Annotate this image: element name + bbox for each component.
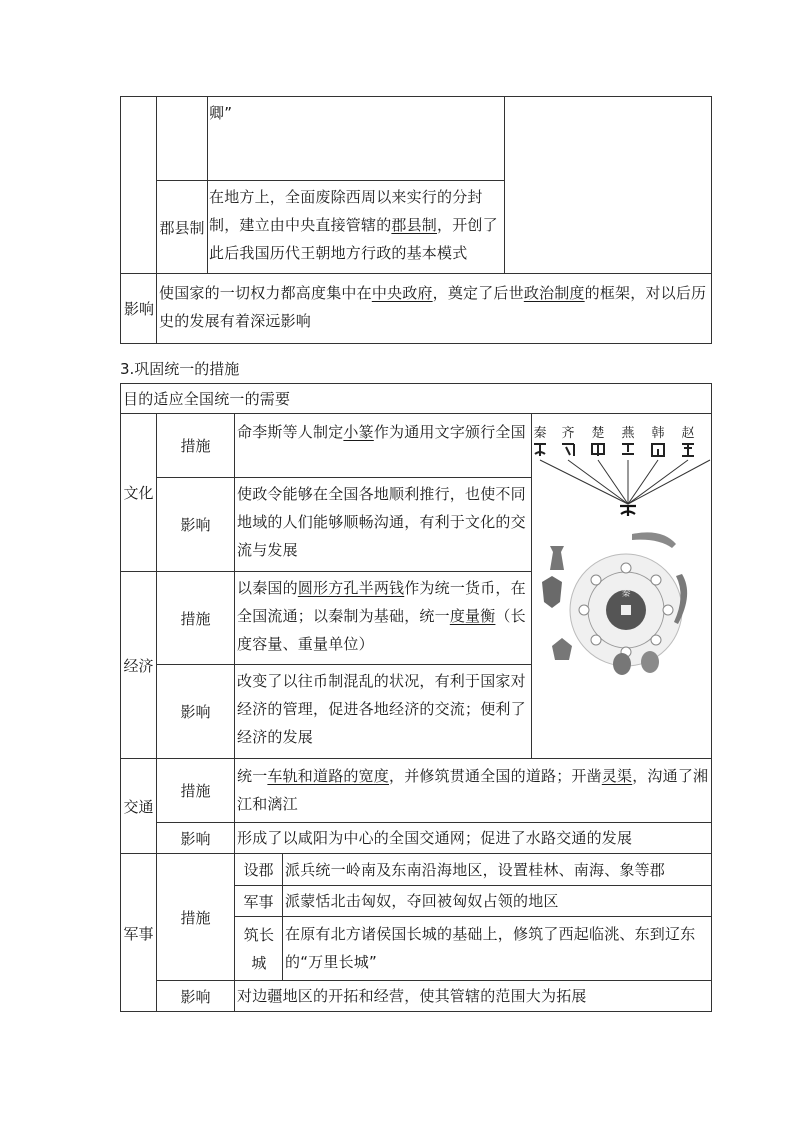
text-run: 改变了以往币制混乱的状况，有利于国家对经济的管理，促进各地经济的交流；便利了经济的发展	[237, 672, 526, 746]
economy-impact	[237, 667, 529, 751]
underlined-term: 政治制度	[523, 284, 585, 302]
top-row2-label: 郡县制	[159, 218, 205, 237]
state-label: 韩	[651, 426, 665, 441]
ancient-glyphs	[534, 444, 694, 456]
economy-label: 经济	[123, 656, 154, 675]
underlined-term: 小篆	[343, 423, 374, 441]
divider	[156, 273, 157, 344]
text-run: （长度容量、重量单位）	[237, 607, 526, 653]
culture-measure-label: 措施	[180, 437, 211, 455]
purpose-row: 目的适应全国统一的需要	[123, 390, 291, 408]
economy-measure-label: 措施	[180, 609, 211, 628]
text-run: ，并修筑贯通全国的道路；开凿	[389, 767, 602, 785]
culture-label: 文化	[123, 484, 154, 502]
state-label: 秦	[533, 426, 547, 441]
transport-measure	[237, 762, 709, 818]
top-row3-label: 影响	[123, 300, 154, 318]
military-sub-label-2: 筑长城	[243, 926, 275, 972]
culture-impact	[237, 480, 529, 564]
text-run: ，奠定了后世	[432, 284, 524, 302]
transport-impact	[237, 824, 709, 852]
divider	[156, 180, 505, 181]
underlined-term: 郡县制	[391, 216, 438, 234]
culture-impact-label: 影响	[180, 516, 211, 534]
section-heading: 3.巩固统一的措施	[120, 360, 240, 378]
economy-measure	[237, 574, 529, 658]
military-impact-label: 影响	[180, 988, 211, 1006]
top-row1-content: 卿”	[209, 104, 233, 122]
text-run: ，沟通了湘江和漓江	[237, 767, 709, 813]
military-measure-label: 措施	[180, 908, 211, 927]
military-sub-label-0: 设郡	[243, 861, 274, 879]
text-run: 使国家的一切权力都高度集中在	[159, 284, 372, 302]
military-sub-text-0: 派兵统一岭南及东南沿海地区，设置桂林、南海、象等郡	[285, 861, 666, 879]
transport-label: 交通	[123, 797, 154, 816]
top-row3-content	[159, 279, 709, 335]
svg-text:秦: 秦	[621, 589, 631, 599]
underlined-term: 圆形方孔半两钱	[297, 579, 405, 597]
economy-impact-label: 影响	[180, 703, 211, 721]
divider	[504, 96, 505, 273]
culture-measure	[237, 418, 529, 446]
text-run: 使政令能够在全国各地顺利推行，也使不同地域的人们能够顺畅沟通，有利于文化的交流与发展	[237, 485, 526, 559]
text-run: 在地方上，全面废除西周以来实行的分封制，建立由中央直接管辖的	[209, 188, 483, 234]
text-run: 作为通用文字颁行全国	[373, 423, 526, 441]
text-run: 对边疆地区的开拓和经营，使其管辖的范围大为拓展	[237, 987, 587, 1005]
military-sub-label-1: 军事	[243, 892, 274, 911]
unified-glyph	[620, 506, 636, 516]
transport-measure-label: 措施	[180, 782, 211, 800]
state-label: 齐	[561, 426, 575, 441]
military-impact	[237, 982, 709, 1010]
text-run: 统一	[237, 767, 268, 785]
state-label: 楚	[591, 426, 605, 441]
transport-impact-label: 影响	[180, 829, 211, 848]
script-coin-illustration	[532, 414, 712, 758]
text-run: 以秦国的	[237, 579, 298, 597]
top-row2-content	[209, 183, 503, 267]
state-label: 燕	[621, 426, 635, 441]
military-sub-text-2: 在原有北方诸侯国长城的基础上，修筑了西起临洮、东到辽东的“万里长城”	[285, 925, 696, 971]
military-sub-text-1: 派蒙恬北击匈奴，夺回被匈奴占领的地区	[285, 892, 559, 910]
unification-figure	[532, 414, 712, 758]
text-run: 的框架，对以后历史的发展有着深远影响	[159, 284, 707, 330]
divider	[120, 273, 712, 274]
text-run: 作为统一货币，在全国流通；以秦制为基础，统一	[237, 579, 526, 625]
underlined-term: 中央政府	[371, 284, 433, 302]
text-run: 命李斯等人制定	[237, 423, 344, 441]
divider	[207, 96, 208, 273]
state-label: 赵	[681, 426, 695, 441]
military-label: 军事	[123, 924, 154, 943]
underlined-term: 度量衡	[449, 607, 496, 625]
text-run: ，开创了此后我国历代王朝地方行政的基本模式	[209, 216, 498, 262]
underlined-term: 车轨和道路的宽度	[267, 767, 390, 785]
coin-collage	[542, 532, 687, 675]
text-run: 形成了以咸阳为中心的全国交通网；促进了水路交通的发展	[237, 829, 633, 847]
underlined-term: 灵渠	[601, 767, 633, 785]
